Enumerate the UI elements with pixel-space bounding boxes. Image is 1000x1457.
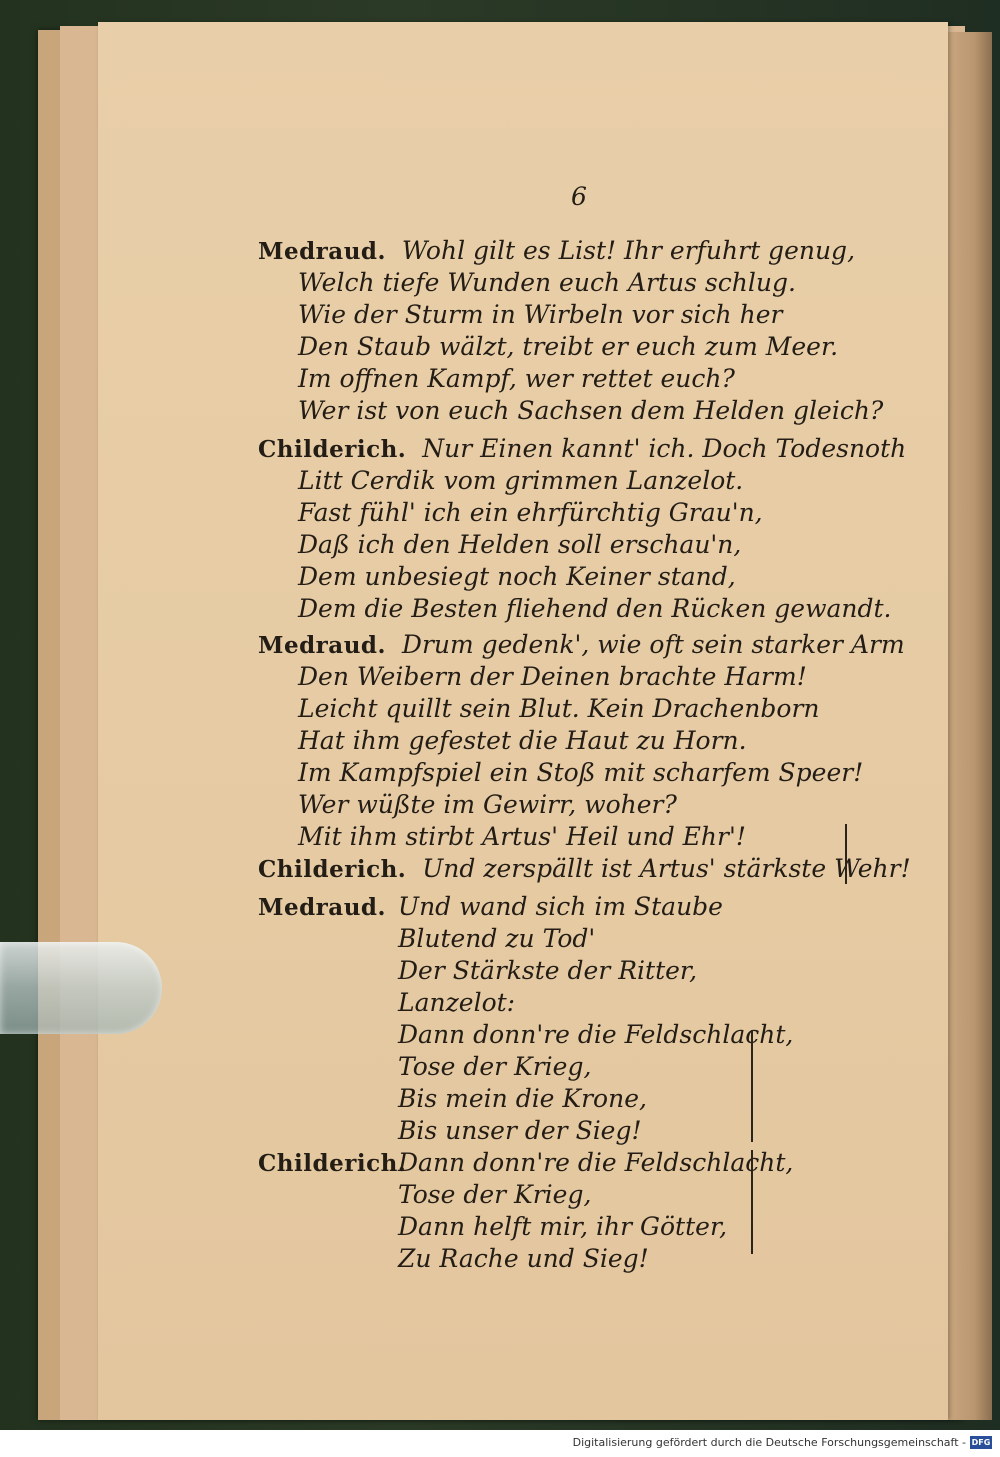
dfg-logo: DFG [971,1438,991,1447]
verse-line: Im Kampfspiel ein Stoß mit scharfem Speer! [298,758,864,787]
footer-credit: Digitalisierung gefördert durch die Deutsche Forschungsgemeinschaft - [572,1436,966,1449]
verse-text: Und zerspällt ist Artus' stärkste Wehr! [422,854,911,883]
speaker-line [258,1148,406,1179]
verse-text: Nur Einen kannt' ich. Doch Todesnoth [422,434,907,463]
speaker-line [258,892,386,923]
verse-line: Welch tiefe Wunden euch Artus schlug. [298,268,796,297]
verse-line: Daß ich den Helden soll erschau'n, [298,530,742,559]
verse-line: Mit ihm stirbt Artus' Heil und Ehr'! [298,822,746,851]
verse-line: Litt Cerdik vom grimmen Lanzelot. [298,466,744,495]
verse-line: Dann donn're die Feldschlacht, [398,1148,794,1177]
verse-line: Dann donn're die Feldschlacht, [398,1020,794,1049]
page-number: 6 [571,182,587,211]
brace-bracket [845,824,847,884]
verse-line: Bis mein die Krone, [398,1084,647,1113]
dialogue-line [258,630,905,661]
verse-line: Fast fühl' ich ein ehrfürchtig Grau'n, [298,498,763,527]
speaker-name: Childerich. [258,436,407,463]
verse-line: Dem unbesiegt noch Keiner stand, [298,562,736,591]
verse-line: Wer wüßte im Gewirr, woher? [298,790,677,819]
speaker-name: Medraud. [258,238,387,265]
verse-line: Wer ist von euch Sachsen dem Helden gleich? [298,396,884,425]
transparent-ruler [0,942,162,1034]
speaker-name: Medraud. [258,632,387,659]
brace-bracket [751,1150,753,1254]
verse-line: Blutend zu Tod' [398,924,596,953]
speaker-name: Medraud. [258,894,387,921]
dialogue-line [258,434,906,465]
verse-line: Lanzelot: [398,988,516,1017]
verse-line: Tose der Krieg, [398,1052,592,1081]
speaker-name: Childerich. [258,1150,407,1177]
verse-text: Wohl gilt es List! Ihr erfuhrt genug, [401,236,856,265]
verse-line: Zu Rache und Sieg! [398,1244,649,1273]
speaker-name: Childerich. [258,856,407,883]
verse-line: Bis unser der Sieg! [398,1116,642,1145]
verse-line: Den Weibern der Deinen brachte Harm! [298,662,807,691]
dialogue-line [258,236,855,267]
verse-line: Tose der Krieg, [398,1180,592,1209]
verse-line: Wie der Sturm in Wirbeln vor sich her [298,300,783,329]
verse-line: Den Staub wälzt, treibt er euch zum Meer. [298,332,839,361]
verse-text: Drum gedenk', wie oft sein starker Arm [401,630,905,659]
verse-line: Und wand sich im Staube [398,892,723,921]
verse-line: Dem die Besten fliehend den Rücken gewandt. [298,594,892,623]
verse-line: Hat ihm gefestet die Haut zu Horn. [298,726,747,755]
facing-page-edge [948,32,992,1420]
verse-line: Leicht quillt sein Blut. Kein Drachenborn [298,694,820,723]
verse-line: Der Stärkste der Ritter, [398,956,698,985]
verse-line: Dann helft mir, ihr Götter, [398,1212,728,1241]
brace-bracket [751,1030,753,1142]
verse-line: Im offnen Kampf, wer rettet euch? [298,364,735,393]
dialogue-line [258,854,911,885]
